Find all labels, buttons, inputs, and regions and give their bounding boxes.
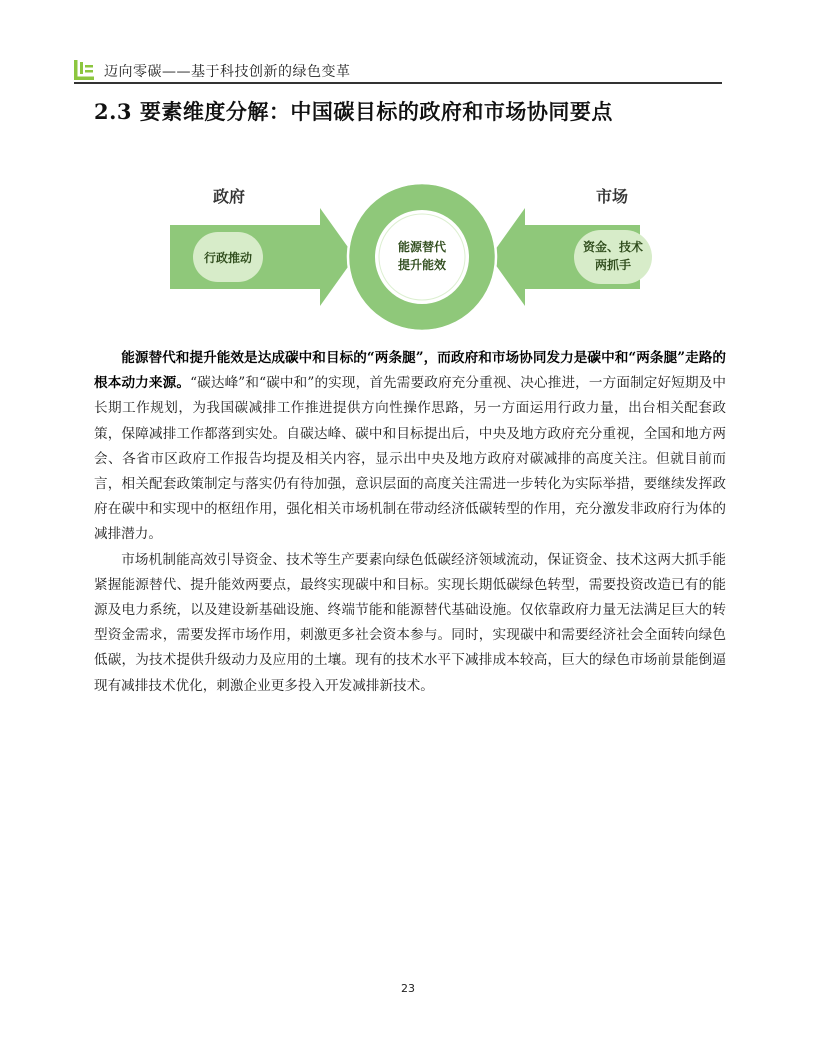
capital-technology-label bbox=[574, 238, 652, 274]
paragraph-1 bbox=[94, 346, 726, 548]
capital-technology-line2: 两抓手 bbox=[594, 258, 631, 272]
paragraph-2: 市场机制能高效引导资金、技术等生产要素向绿色低碳经济领域流动，保证资金、技术这两大抓手能紧握能源替代、提升能效两要点，最终实现碳中和目标。实现长期低碳绿色转型，需要投资改造已有的能源及电力系统，以及建设新基础设施、终端节能和能源替代基础设施。仅依靠政府力量无法满足巨大的转型资金需求，需要发挥市场作用，刺激更多社会资本参与。同时，实现碳中和需要经济社会全面转向绿色低碳，为技术提供升级动力及应用的土壤。现有的技术水平下减排成本较高，巨大的绿色市场前景能倒逼现有减排技术优化，刺激企业更多投入开发减排新技术。 bbox=[94, 551, 726, 694]
brand-logo-icon bbox=[74, 60, 94, 80]
capital-technology-line1: 资金、技术 bbox=[582, 240, 643, 254]
administrative-push-label: 行政推动 bbox=[203, 251, 252, 265]
government-label: 政府 bbox=[213, 187, 246, 206]
header-divider bbox=[74, 82, 722, 84]
energy-efficiency-label bbox=[382, 238, 462, 274]
page-header bbox=[74, 58, 722, 84]
paragraph-1-rest: “碳达峰”和“碳中和”的实现，首先需要政府充分重视、决心推进，一方面制定好短期及中长期工作规划，为我国碳减排工作推进提供方向性操作思路，另一方面运用行政力量，出台相关配套政策，保障减排工作都落到实处。自碳达峰、碳中和目标提出后，中央及地方政府充分重视，全国和地方两会、各省市区政府工作报告均提及相关内容，显示出中央及地方政府对碳减排的高度关注。但就目前而言，相关配套政策制定与落实仍有待加强，意识层面的高度关注需进一步转化为实际举措，要继续发挥政府在碳中和实现中的枢纽作用，强化相关市场机制在带动经济低碳转型的作用，充分激发非政府行为体的减排潜力。 bbox=[94, 375, 726, 543]
government-market-diagram bbox=[150, 170, 660, 330]
header-title: 迈向零碳——基于科技创新的绿色变革 bbox=[104, 64, 351, 80]
center-line1: 能源替代 bbox=[397, 240, 446, 254]
market-label: 市场 bbox=[596, 187, 629, 206]
paragraph-1-bold: 能源替代和提升能效是达成碳中和目标的“两条腿”，而政府和市场协同发力是碳中和“两条腿”走路的根本动力来源。 bbox=[94, 350, 726, 392]
body-text bbox=[94, 346, 726, 699]
section-title: 2.3 要素维度分解：中国碳目标的政府和市场协同要点 bbox=[94, 99, 613, 124]
page-number: 23 bbox=[401, 982, 415, 995]
center-line2: 提升能效 bbox=[397, 258, 446, 272]
